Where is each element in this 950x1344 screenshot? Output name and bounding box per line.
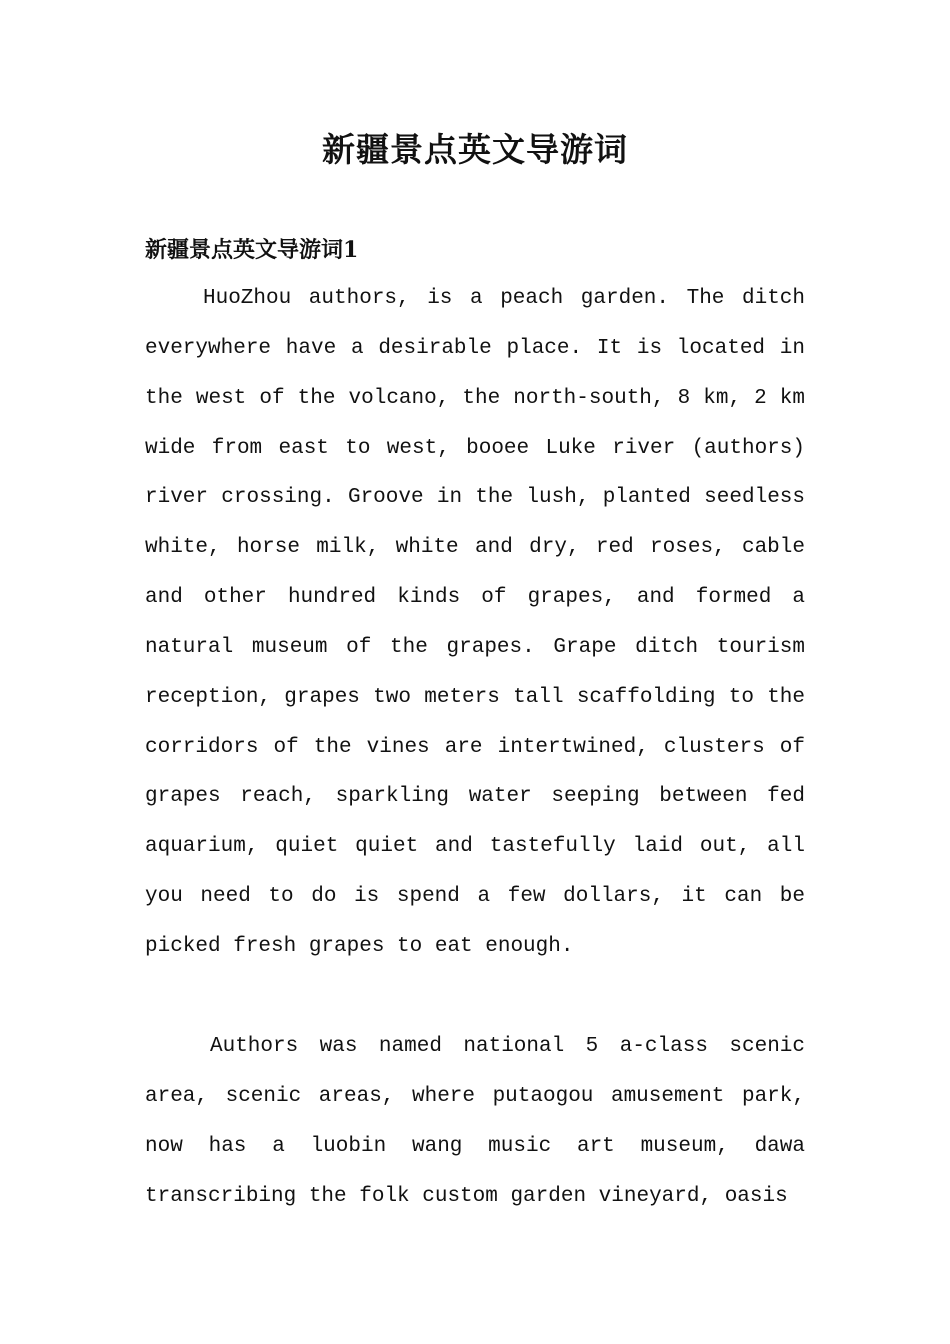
document-title: 新疆景点英文导游词 (322, 130, 628, 169)
body-paragraph: Authors was named national 5 a-class scenic area, scenic areas, where putaogou amusement park, now has a luobin wang music art museum, dawa transcribing the folk custom garden vineyard, oasis (145, 1035, 805, 1208)
section-heading: 新疆景点英文导游词1 (145, 237, 359, 263)
body-paragraph: HuoZhou authors, is a peach garden. The ditch everywhere have a desirable place. It is located in the west of the volcano, the north-south, 8 km, 2 km wide from east to west, booee Luke river (authors) river crossing. Groove in the lush, planted seedless white, horse milk, white and dry, red roses, cable and other hundred kinds of grapes, and formed a natural museum of the grapes. Grape ditch tourism reception, grapes two meters tall scaffolding to the corridors of the vines are intertwined, clusters of grapes reach, sparkling water seeping between fed aquarium, quiet quiet and tastefully laid out, all you need to do is spend a few dollars, it can be picked fresh grapes to eat enough. (145, 287, 805, 958)
